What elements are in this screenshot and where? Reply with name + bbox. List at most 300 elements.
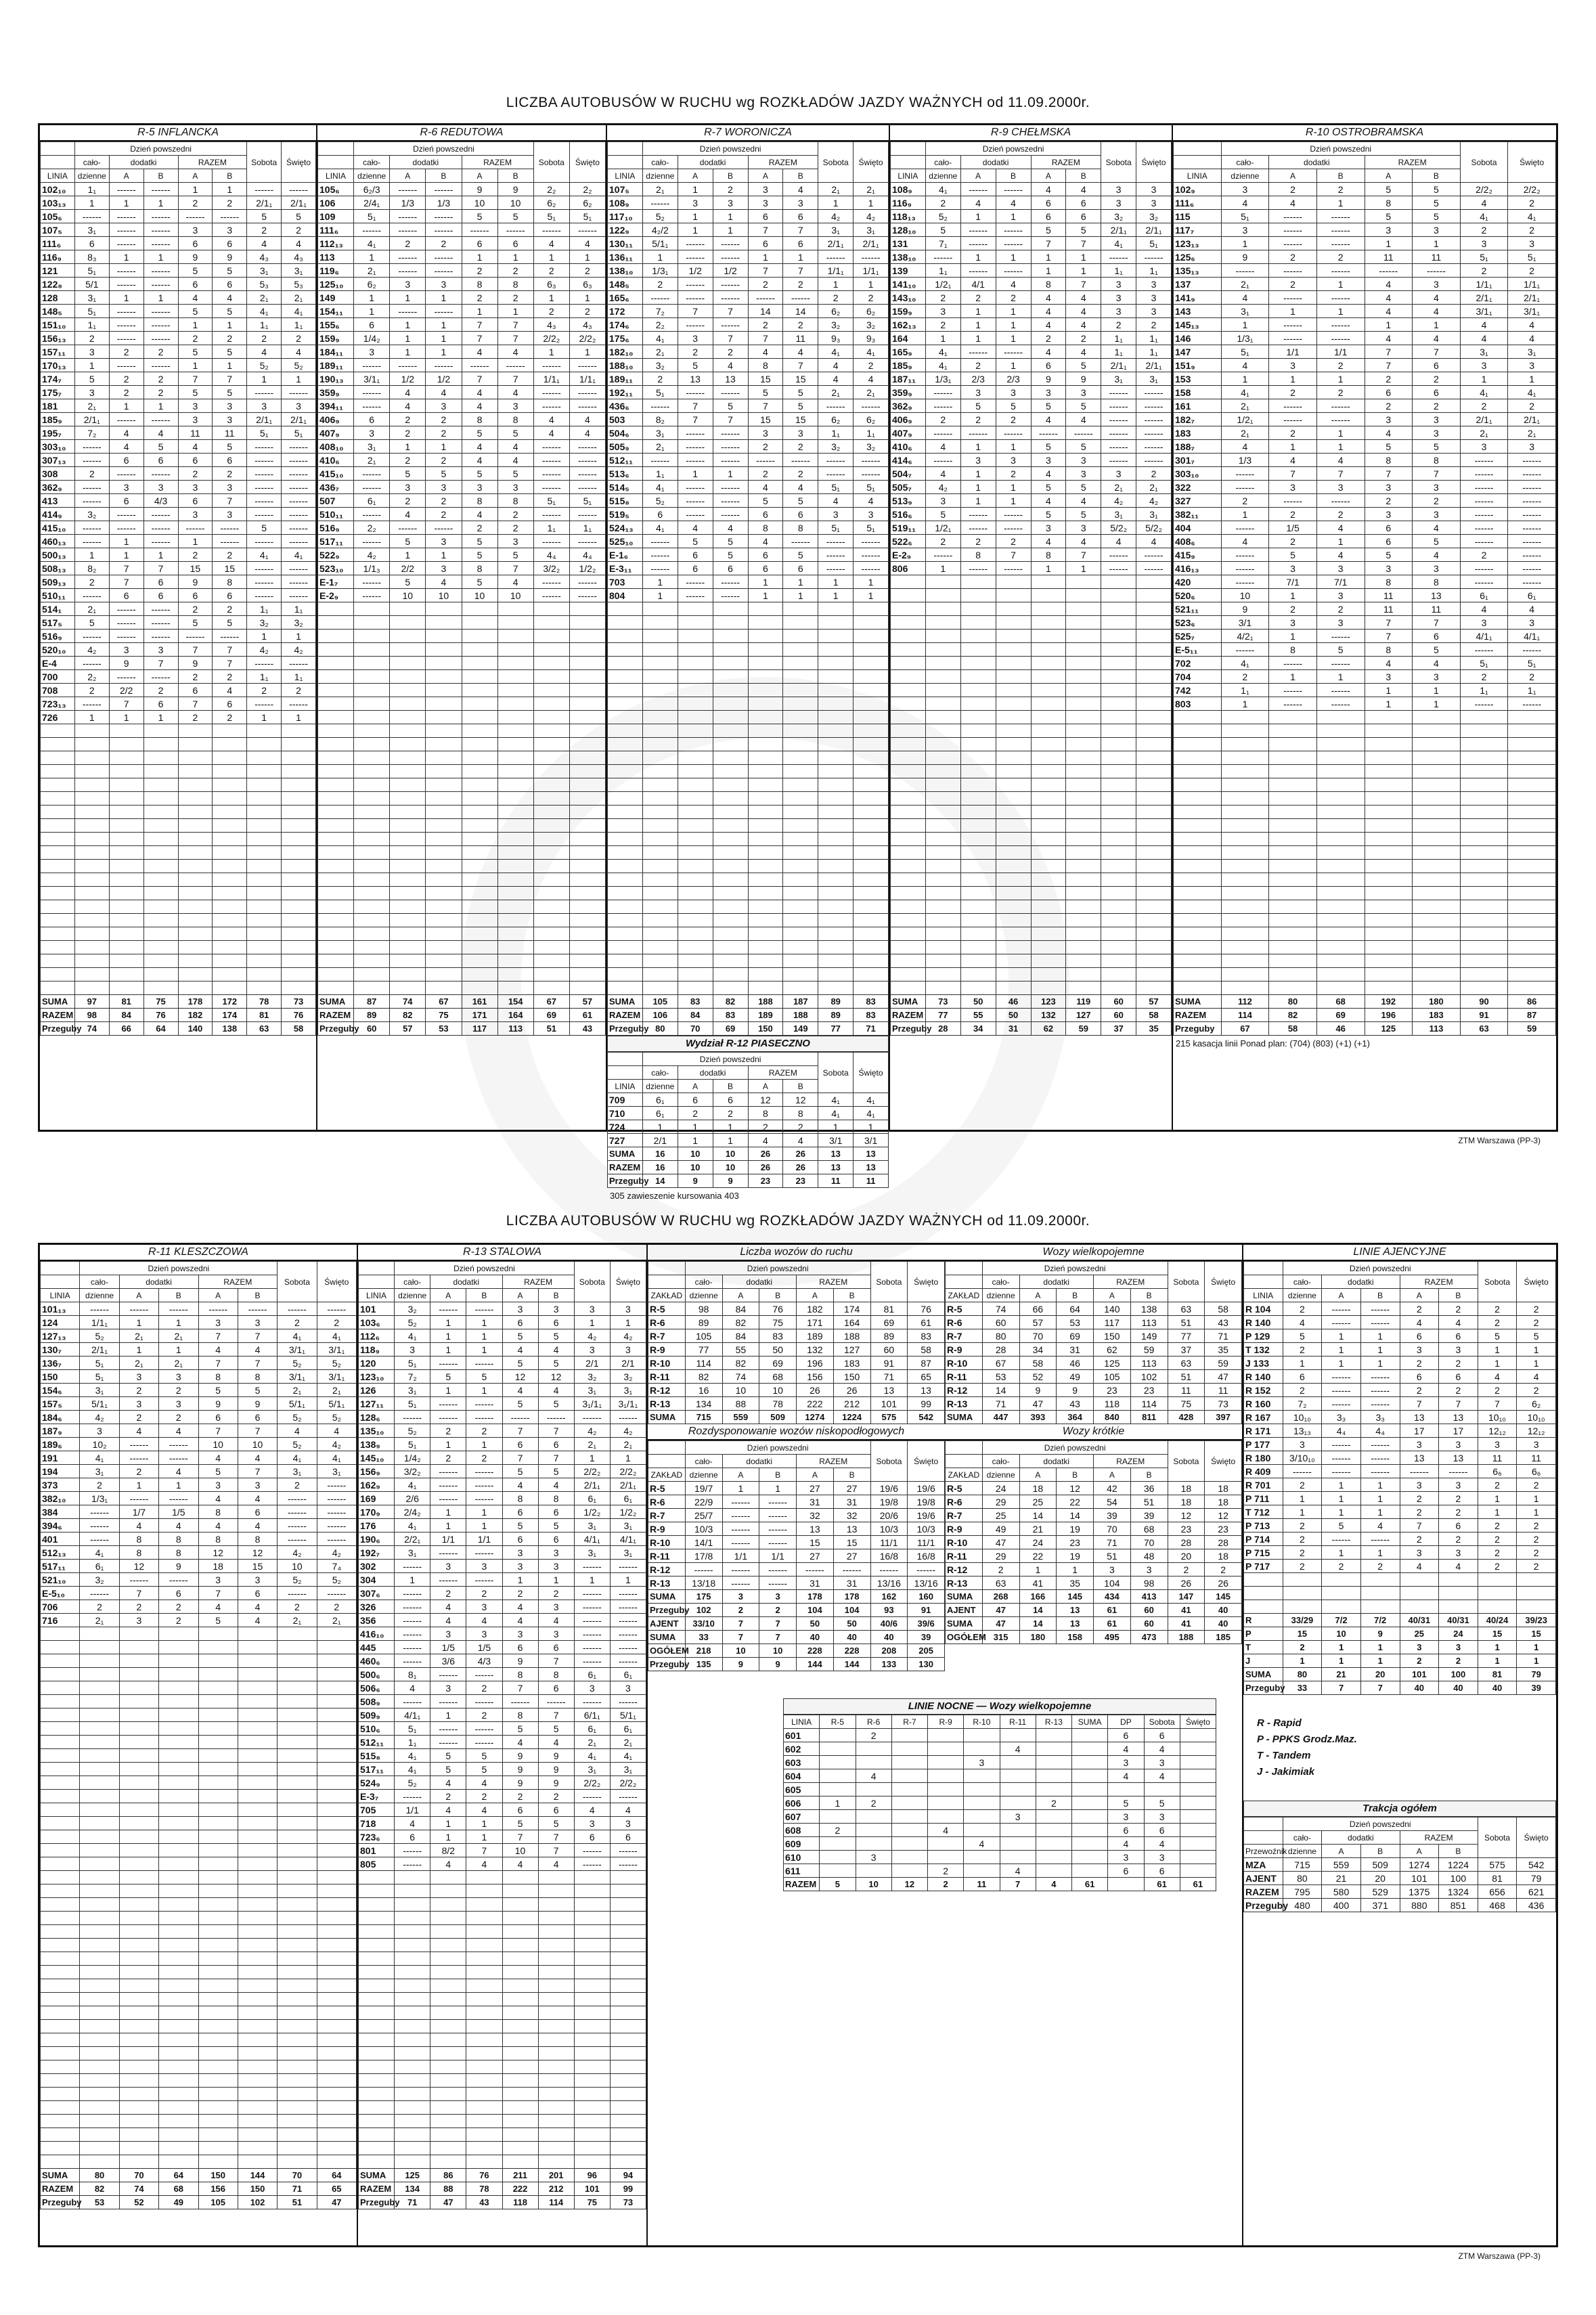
cell-value: 31: [797, 1495, 834, 1509]
cell-value: ------: [430, 1357, 466, 1370]
table-row: [359, 1451, 646, 1465]
cell-value: ------: [143, 670, 178, 684]
header-ab: A: [462, 169, 497, 183]
cell-value: 29: [982, 1549, 1019, 1563]
cell-value: ------: [678, 440, 713, 454]
cell-value: 75: [143, 995, 178, 1009]
cell-value: 3: [213, 399, 247, 413]
cell-value: 3/2₂: [395, 1465, 430, 1478]
cell-value: 14: [1019, 1509, 1057, 1522]
cell-value: [1144, 1783, 1180, 1796]
cell-line: 112₁₃: [318, 237, 354, 250]
header-sobota: Sobota: [870, 1262, 908, 1302]
cell-value: [430, 1939, 466, 1952]
cell-value: ------: [282, 183, 316, 196]
cell-value: [960, 806, 996, 819]
cell-value: [574, 2142, 610, 2155]
cell-value: ------: [1221, 548, 1269, 562]
cell-value: ------: [783, 535, 818, 548]
cell-value: 63: [1168, 1302, 1205, 1316]
cell-value: 4: [1221, 196, 1269, 210]
cell-value: 3: [678, 332, 713, 345]
cell-value: 2₁: [282, 291, 316, 305]
cell-value: 2/2₂: [574, 1465, 610, 1478]
panel-r11: [40, 1245, 358, 2247]
cell-line: 175₆: [608, 332, 643, 345]
cell-value: 1: [462, 250, 497, 264]
cell-line: 120: [359, 1357, 395, 1370]
cell-value: 2: [722, 1604, 759, 1617]
cell-value: 35: [1205, 1343, 1242, 1357]
cell-value: [1101, 630, 1136, 643]
cell-value: 1: [430, 1384, 466, 1397]
table-row: [648, 1536, 945, 1549]
table-row: [946, 1563, 1242, 1577]
table-row: [318, 521, 606, 535]
table-row: [608, 359, 889, 372]
cell-value: 10: [462, 589, 497, 602]
cell-value: 4₃: [569, 318, 605, 332]
cell-line: Przeguby: [648, 1604, 686, 1617]
cell-value: 2: [982, 1563, 1019, 1577]
cell-line: [318, 887, 354, 900]
cell-value: 4: [466, 1857, 502, 1871]
cell-value: 114: [685, 1357, 722, 1370]
cell-value: 1: [1031, 250, 1066, 264]
cell-value: 1: [1413, 318, 1461, 332]
cell-value: 4₂: [1136, 494, 1172, 508]
table-row-empty: [608, 968, 889, 982]
cell-value: ------: [748, 454, 783, 467]
cell-value: [1136, 846, 1172, 860]
cell-value: [198, 1898, 238, 1912]
table-row: [359, 1668, 646, 1681]
cell-value: [925, 738, 960, 751]
cell-value: 5: [1066, 440, 1101, 454]
cell-line: [41, 2074, 80, 2088]
cell-line: SUMA: [1174, 995, 1222, 1009]
cell-value: 196: [797, 1357, 834, 1370]
cell-value: 31: [833, 1577, 870, 1590]
cell-value: 2: [1269, 508, 1317, 521]
cell-line: 162₉: [359, 1478, 395, 1492]
cell-value: 9₃: [818, 332, 854, 345]
cell-value: 15: [213, 562, 247, 575]
cell-value: 2: [466, 1708, 502, 1722]
cell-value: 5: [213, 305, 247, 318]
cell-value: 1: [119, 1478, 158, 1492]
cell-value: 2₁: [354, 454, 390, 467]
cell-value: ------: [143, 278, 178, 291]
cell-value: [569, 887, 605, 900]
cell-value: 22: [1019, 1549, 1057, 1563]
table-row-empty: [1174, 982, 1556, 995]
cell-value: [238, 2047, 277, 2060]
cell-value: [317, 1681, 356, 1695]
cell-value: [159, 1912, 198, 1925]
cell-value: [119, 1817, 158, 1830]
header-swieto: Święto: [1136, 142, 1172, 183]
cell-value: [159, 1830, 198, 1844]
header-swieto: Święto: [1508, 142, 1556, 183]
cell-value: [159, 1668, 198, 1681]
table-row-empty: [1174, 751, 1556, 765]
cell-value: 13: [870, 1384, 908, 1397]
cell-value: ------: [960, 426, 996, 440]
cell-value: [854, 900, 889, 914]
cell-value: [430, 2074, 466, 2088]
cell-value: [238, 1912, 277, 1925]
cell-value: [1460, 806, 1508, 819]
cell-value: ------: [1316, 210, 1365, 223]
cell-value: 6: [1144, 1864, 1180, 1878]
cell-value: [748, 914, 783, 927]
cell-value: [462, 711, 497, 724]
cell-value: 69: [870, 1316, 908, 1329]
cell-value: 8: [497, 278, 533, 291]
cell-value: [238, 1695, 277, 1708]
cell-value: 59: [1130, 1343, 1168, 1357]
cell-line: 510₁₁: [41, 589, 75, 602]
cell-value: 4: [502, 1600, 538, 1614]
cell-value: [466, 1966, 502, 1979]
cell-value: [80, 2006, 119, 2020]
cell-value: [497, 602, 533, 616]
cell-value: ------: [109, 332, 143, 345]
cell-value: [610, 2033, 646, 2047]
cell-value: 2: [928, 1878, 964, 1891]
cell-value: 1₁: [1221, 684, 1269, 697]
table-row-empty: [318, 927, 606, 941]
cell-value: 4: [538, 1614, 574, 1627]
cell-value: [996, 900, 1031, 914]
table-row: [41, 1302, 357, 1316]
cell-line: [1174, 900, 1222, 914]
cell-value: 6: [748, 210, 783, 223]
cell-value: [1316, 900, 1365, 914]
cell-value: 2: [960, 291, 996, 305]
cell-value: [783, 792, 818, 806]
header-ab: B: [426, 169, 462, 183]
cell-value: [533, 846, 569, 860]
table-row: [608, 399, 889, 413]
cell-value: 53: [1057, 1316, 1094, 1329]
cell-value: 5₁: [1221, 210, 1269, 223]
cell-value: ------: [1221, 521, 1269, 535]
cell-line: R 140: [1244, 1370, 1283, 1384]
cell-value: [818, 887, 854, 900]
cell-value: 4: [1031, 291, 1066, 305]
cell-line: [608, 724, 643, 738]
cell-value: [317, 1898, 356, 1912]
cell-value: [109, 833, 143, 846]
cell-value: ------: [678, 237, 713, 250]
table-row-empty: [318, 941, 606, 954]
cell-value: [854, 684, 889, 697]
table-row: [41, 1411, 357, 1424]
table-row-empty: [1174, 833, 1556, 846]
cell-value: ------: [109, 278, 143, 291]
cell-value: 2: [278, 1316, 317, 1329]
cell-line: 508₁₃: [41, 562, 75, 575]
cell-value: ------: [390, 264, 426, 278]
cell-value: 7: [213, 657, 247, 670]
cell-value: ------: [80, 1519, 119, 1533]
cell-value: [574, 2155, 610, 2169]
cell-value: [1072, 1864, 1108, 1878]
cell-value: ------: [1221, 562, 1269, 575]
cell-value: 2: [856, 1729, 891, 1742]
cell-value: 1/1₁: [1508, 278, 1556, 291]
cell-value: [891, 1851, 927, 1864]
cell-value: 1/2: [426, 372, 462, 386]
cell-value: 1₁: [282, 602, 316, 616]
header-row: [946, 1262, 1242, 1275]
header-razem: RAZEM: [198, 1275, 278, 1289]
cell-line: [1174, 792, 1222, 806]
table-row-empty: [891, 941, 1172, 954]
cell-value: 15: [797, 1536, 834, 1549]
cell-value: [713, 751, 748, 765]
cell-value: [502, 2128, 538, 2142]
table-row: [359, 1695, 646, 1708]
cell-value: 69: [533, 1009, 569, 1022]
cell-value: 3: [610, 1343, 646, 1357]
table-row-empty: [318, 982, 606, 995]
cell-value: 39: [1094, 1509, 1131, 1522]
cell-value: ------: [1221, 481, 1269, 494]
cell-value: 10: [678, 1147, 713, 1161]
cell-value: 114: [1221, 1009, 1269, 1022]
table-row: [891, 494, 1172, 508]
table-row: [1174, 657, 1556, 670]
table-row: [318, 196, 606, 210]
cell-value: [278, 2128, 317, 2142]
cell-value: 1: [143, 548, 178, 562]
cell-value: [213, 819, 247, 833]
cell-line: 506₆: [359, 1681, 395, 1695]
cell-value: ------: [430, 1573, 466, 1587]
table-row-empty: [359, 1884, 646, 1898]
cell-value: 18: [1205, 1549, 1242, 1563]
cell-value: [213, 873, 247, 887]
cell-value: 1: [430, 1519, 466, 1533]
cell-value: ------: [1269, 291, 1317, 305]
table-row: [891, 345, 1172, 359]
cell-value: [1365, 941, 1413, 954]
header-sobota: Sobota: [1168, 1262, 1205, 1302]
cell-value: [74, 954, 109, 968]
cell-line: R-9: [648, 1522, 686, 1536]
cell-value: [1508, 954, 1556, 968]
table-row: [648, 1509, 945, 1522]
cell-value: 51: [1094, 1549, 1131, 1563]
cell-value: 2: [247, 223, 282, 237]
cell-line: [1174, 982, 1222, 995]
cell-value: [642, 765, 678, 778]
cell-value: 8: [462, 562, 497, 575]
cell-value: 8: [198, 1533, 238, 1546]
cell-value: [119, 1979, 158, 1993]
cell-value: 10: [390, 589, 426, 602]
cell-line: 415₉: [1174, 548, 1222, 562]
cell-value: 70: [1094, 1522, 1131, 1536]
cell-value: [1000, 1769, 1036, 1783]
cell-value: 50: [960, 995, 996, 1009]
cell-value: 5: [497, 426, 533, 440]
header-calo: cało-: [395, 1275, 430, 1289]
cell-value: 2: [1439, 1357, 1478, 1370]
cell-value: ------: [1269, 237, 1317, 250]
table-row-empty: [318, 657, 606, 670]
cell-value: [533, 751, 569, 765]
table-row: [891, 440, 1172, 454]
table-row: [648, 1302, 945, 1316]
cell-value: 1: [960, 467, 996, 481]
cell-value: [1316, 819, 1365, 833]
cell-value: [1269, 751, 1317, 765]
cell-value: ------: [159, 1438, 198, 1451]
cell-value: [678, 914, 713, 927]
cell-value: [538, 2060, 574, 2074]
cell-line: [41, 954, 75, 968]
cell-value: [964, 1729, 1000, 1742]
cell-value: 69: [759, 1357, 797, 1370]
cell-value: [678, 873, 713, 887]
cell-value: [430, 2115, 466, 2128]
cell-value: 91: [870, 1357, 908, 1370]
cell-value: 7: [119, 1587, 158, 1600]
cell-value: 1: [109, 535, 143, 548]
cell-value: [1316, 792, 1365, 806]
cell-value: 6: [198, 1411, 238, 1424]
header-ab: A: [797, 1468, 834, 1482]
cell-value: 5: [1031, 440, 1066, 454]
cell-value: 4: [390, 508, 426, 521]
cell-value: 8: [748, 1107, 783, 1120]
cell-value: 1: [569, 345, 605, 359]
cell-value: 138: [1130, 1302, 1168, 1316]
cell-value: ------: [119, 1438, 158, 1451]
cell-value: [1221, 819, 1269, 833]
header-dzien: Dzień powszedni: [642, 1053, 818, 1066]
cell-value: 8: [1269, 643, 1317, 657]
cell-value: 6: [1365, 535, 1413, 548]
block-title: Liczba wozów do ruchu: [648, 1245, 945, 1261]
cell-value: 4: [1031, 413, 1066, 426]
cell-value: 3: [610, 1302, 646, 1316]
night-title: LINIE NOCNE — Wozy wielkopojemne: [783, 1698, 1216, 1715]
cell-value: 6₁: [642, 1093, 678, 1107]
cell-value: 1: [1269, 670, 1317, 684]
cell-value: ------: [1269, 264, 1317, 278]
cell-value: [1136, 575, 1172, 589]
table-row: [359, 1478, 646, 1492]
cell-value: [278, 1627, 317, 1641]
cell-line: 525₁₀: [608, 535, 643, 548]
cell-value: 2₁: [818, 386, 854, 399]
cell-value: 160: [908, 1590, 945, 1604]
table-row: [359, 1587, 646, 1600]
cell-value: 1: [1478, 1357, 1517, 1370]
cell-value: [109, 954, 143, 968]
cell-value: 2: [1221, 670, 1269, 684]
cell-line: 523₁₀: [318, 562, 354, 575]
cell-value: 5: [713, 535, 748, 548]
cell-value: 3/1: [818, 1134, 854, 1147]
cell-value: ------: [354, 399, 390, 413]
cell-value: [497, 724, 533, 738]
cell-line: 303₁₀: [1174, 467, 1222, 481]
cell-value: ------: [159, 1573, 198, 1587]
cell-line: 170₁₃: [41, 359, 75, 372]
cell-value: [783, 819, 818, 833]
cell-value: 2: [178, 196, 213, 210]
cell-line: 175₇: [41, 386, 75, 399]
cell-value: 1: [497, 305, 533, 318]
table-row-empty: [41, 1722, 357, 1736]
cell-value: 2/2₂: [569, 332, 605, 345]
cell-value: 7: [1066, 237, 1101, 250]
block-title: Rozdysponowanie wozów niskopodłogowych: [648, 1424, 945, 1440]
cell-value: 2: [996, 535, 1031, 548]
cell-value: [178, 765, 213, 778]
cell-value: 4: [748, 535, 783, 548]
header-ab: B: [783, 169, 818, 183]
cell-line: E-5₁₀: [41, 1587, 80, 1600]
cell-value: [198, 1681, 238, 1695]
cell-line: 407₉: [891, 426, 926, 440]
cell-value: 2: [960, 413, 996, 426]
cell-line: 155₆: [318, 318, 354, 332]
cell-line: 513₆: [608, 467, 643, 481]
cell-line: [359, 2020, 395, 2033]
cell-value: [610, 1952, 646, 1966]
cell-value: [198, 1884, 238, 1898]
table-row: [1174, 684, 1556, 697]
cell-line: 127₁₁: [359, 1397, 395, 1411]
cell-value: 2: [960, 359, 996, 372]
cell-value: 4: [1144, 1769, 1180, 1783]
cell-value: ------: [748, 291, 783, 305]
cell-value: 2: [278, 1478, 317, 1492]
cell-value: [159, 1681, 198, 1695]
cell-value: 1: [1221, 237, 1269, 250]
cell-value: 6: [1144, 1729, 1180, 1742]
cell-value: [1101, 670, 1136, 684]
cell-value: 13: [818, 1147, 854, 1161]
cell-value: ------: [1508, 697, 1556, 711]
cell-value: ------: [109, 223, 143, 237]
cell-line: [608, 873, 643, 887]
header-sobota: Sobota: [870, 1441, 908, 1482]
cell-value: 60: [354, 1022, 390, 1036]
table-row: [946, 1302, 1242, 1316]
cell-value: 7: [1365, 345, 1413, 359]
cell-value: [713, 697, 748, 711]
night-row: [784, 1796, 1216, 1810]
cell-value: [143, 914, 178, 927]
cell-value: [1031, 941, 1066, 954]
cell-value: [820, 1756, 856, 1769]
cell-value: 1/2₂: [569, 562, 605, 575]
cell-value: [178, 792, 213, 806]
cell-line: 187₁₁: [891, 372, 926, 386]
cell-value: [80, 2047, 119, 2060]
cell-value: 1: [1057, 1563, 1094, 1577]
cell-value: 1: [466, 1830, 502, 1844]
cell-value: [891, 1864, 927, 1878]
